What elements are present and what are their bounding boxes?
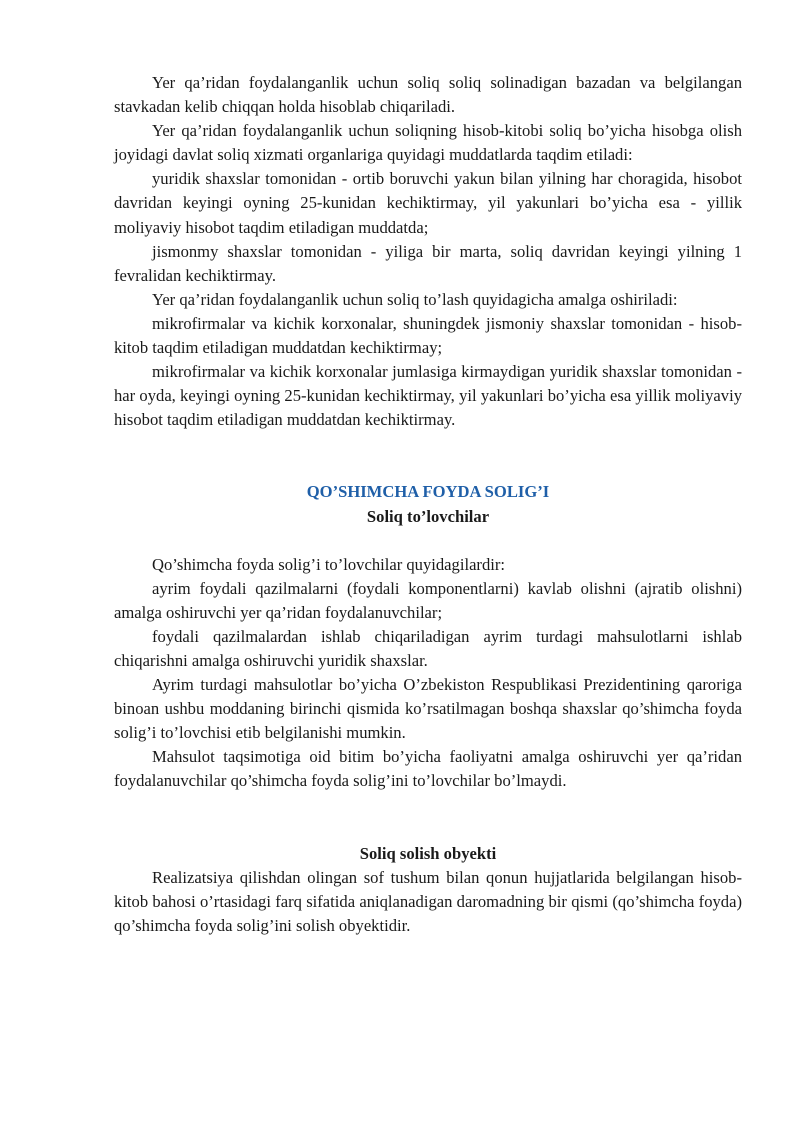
paragraph-taxpayers-intro: Qo’shimcha foyda solig’i to’lovchilar quyidagilardir: bbox=[152, 554, 505, 574]
section-title: QO’SHIMCHA FOYDA SOLIG’I bbox=[306, 482, 550, 502]
paragraph-microfirms-payment: mikrofirmalar va kichik korxonalar, shuningdek jismoniy shaxslar tomonidan - hisob-kitob taqdim etiladigan muddatdan kechiktirmay; bbox=[114, 313, 742, 358]
paragraph-other-entities-payment: mikrofirmalar va kichik korxonalar jumlasiga kirmaydigan yuridik shaxslar tomonidan - har oyda, keyingi oyning 25-kunidan kechiktirmay, yil yakunlari bo’yicha esa yillik moliyaviy hisobot taqdim etiladigan muddatdan kechiktirmay. bbox=[114, 362, 742, 430]
paragraph-subsoil-users: ayrim foydali qazilmalarni (foydali komponentlarni) kavlab olishni (ajratib olishni) amalga oshiruvchi yer qa’ridan foydalanuvchilar; bbox=[114, 578, 742, 622]
paragraph-reporting-deadlines: Yer qa’ridan foydalanganlik uchun soliqning hisob-kitobi soliq bo’yicha hisobga olish joyidagi davlat soliq xizmati organlariga quyidagi muddatlarda taqdim etiladi: bbox=[114, 121, 742, 165]
subsection-spacer bbox=[114, 529, 742, 553]
document-page bbox=[114, 71, 742, 938]
subsection-title-tax-object: Soliq solish obyekti bbox=[359, 843, 497, 863]
subsection-title-taxpayers: Soliq to’lovchilar bbox=[366, 506, 490, 526]
paragraph-tax-object: Realizatsiya qilishdan olingan sof tushum bilan qonun hujjatlarida belgilangan hisob-kitob bahosi o’rtasidagi farq sifatida aniqlanadigan daromadning bir qismi (qo’shimcha foyda) qo’shimcha foyda solig’ini solish obyektidir. bbox=[114, 867, 742, 935]
section-spacer-2 bbox=[114, 794, 742, 842]
paragraph-payment-procedure: Yer qa’ridan foydalanganlik uchun soliq to’lash quyidagicha amalga oshiriladi: bbox=[152, 289, 678, 309]
paragraph-psa-exemption: Mahsulot taqsimotiga oid bitim bo’yicha faoliyatni amalga oshiruvchi yer qa’ridan foydalanuvchilar qo’shimcha foyda solig’ini to’lovchilar bo’lmaydi. bbox=[114, 747, 742, 791]
paragraph-tax-calculation: Yer qa’ridan foydalanganlik uchun soliq soliq solinadigan bazadan va belgilangan stavkadan kelib chiqqan holda hisoblab chiqariladi. bbox=[114, 73, 742, 117]
section-spacer bbox=[114, 432, 742, 480]
paragraph-presidential-decree: Ayrim turdagi mahsulotlar bo’yicha O’zbekiston Respublikasi Prezidentining qaroriga binoan ushbu moddaning birinchi qismida ko’rsatilmagan boshqa shaxslar qo’shimcha foyda solig’i to’lovchisi etib belgilanishi mumkin. bbox=[114, 675, 742, 743]
paragraph-product-producers: foydali qazilmalardan ishlab chiqariladigan ayrim turdagi mahsulotlarni ishlab chiqarishni amalga oshiruvchi yuridik shaxslar. bbox=[114, 626, 742, 670]
paragraph-individuals-deadline: jismonmy shaxslar tomonidan - yiliga bir marta, soliq davridan keyingi yilning 1 fevralidan kechiktirmay. bbox=[114, 241, 742, 285]
paragraph-legal-entities-deadline: yuridik shaxslar tomonidan - ortib boruvchi yakun bilan yilning har choragida, hisobot davridan keyingi oyning 25-kunidan kechiktirmay, yil yakunlari bo’yicha esa - yillik moliyaviy hisobot taqdim etiladigan muddatda; bbox=[114, 169, 742, 237]
